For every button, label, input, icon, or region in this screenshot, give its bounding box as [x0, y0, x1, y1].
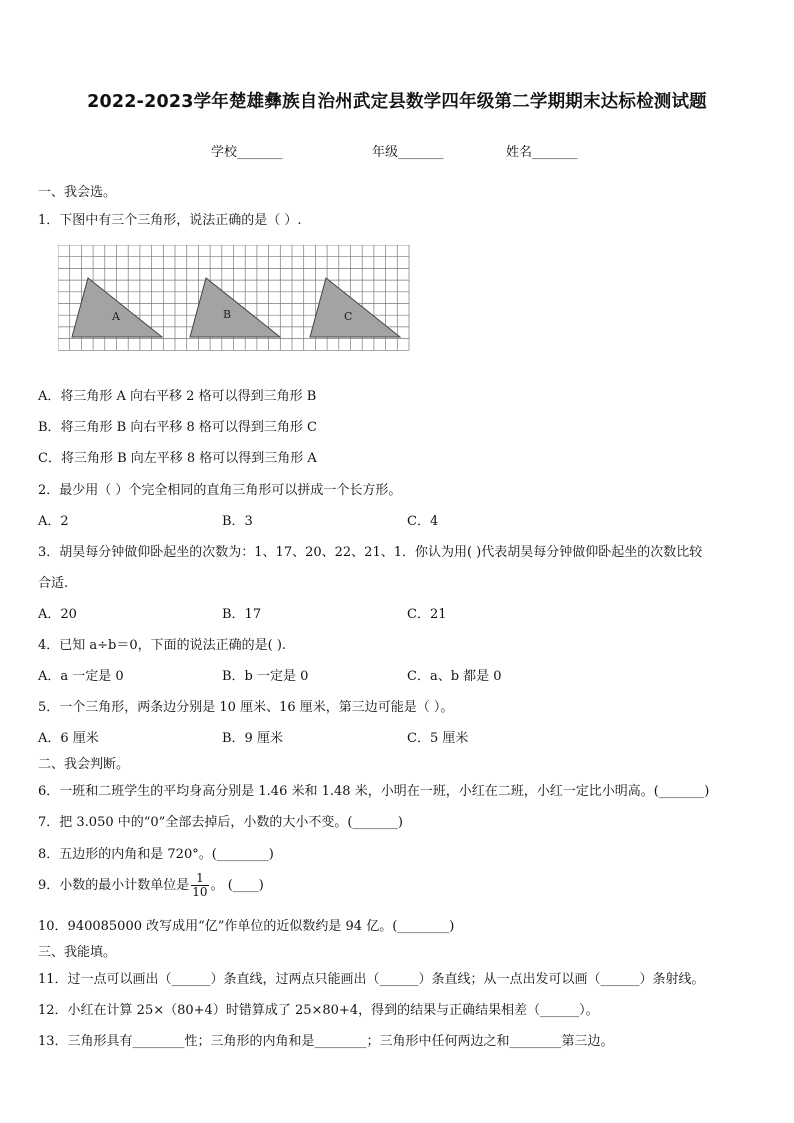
triangle-b	[190, 278, 280, 337]
fraction-numerator: 1	[191, 872, 208, 886]
question-12: 12．小红在计算 25×（80+4）时错算成了 25×80+4，得到的结果与正确结果相差（______）。	[38, 1003, 599, 1018]
question-9-text: 9．小数的最小计数单位是	[38, 878, 190, 893]
fraction-one-tenth	[191, 872, 208, 899]
question-3: 3．胡昊每分钟做仰卧起坐的次数为：1、17、20、22、21、1．你认为用( )代表胡昊每分钟做仰卧起坐的次数比较	[38, 545, 703, 560]
question-13: 13．三角形具有________性；三角形的内角和是________；三角形中任何两边之和________第三边。	[38, 1034, 614, 1049]
q3-option-a[interactable]: A．20	[38, 607, 77, 622]
question-4: 4．已知 a÷b＝0，下面的说法正确的是( ).	[38, 638, 287, 653]
question-2: 2．最少用（ ）个完全相同的直角三角形可以拼成一个长方形。	[38, 483, 402, 498]
question-6: 6．一班和二班学生的平均身高分别是 1.46 米和 1.48 米，小明在一班，小红在二班，小红一定比小明高。(_______)	[38, 784, 710, 799]
triangle-grid-figure	[58, 245, 410, 353]
question-11: 11．过一点可以画出（______）条直线，过两点只能画出（______）条直线；从一点出发可以画（______）条射线。	[38, 972, 705, 987]
q4-option-a[interactable]: A．a 一定是 0	[38, 669, 124, 684]
q4-option-c[interactable]: C．a、b 都是 0	[407, 669, 502, 684]
grade-field[interactable]: 年级_______	[372, 145, 444, 160]
q3-option-b[interactable]: B．17	[222, 607, 262, 622]
fraction-denominator: 10	[192, 885, 208, 899]
section-heading-judge: 二、我会判断。	[38, 757, 130, 772]
school-field[interactable]: 学校_______	[211, 145, 283, 160]
name-field[interactable]: 姓名_______	[506, 145, 578, 160]
triangle-label-c: C	[344, 310, 353, 323]
question-1: 1．下图中有三个三角形，说法正确的是（ ）.	[38, 213, 302, 228]
triangle-label-a: A	[112, 310, 120, 323]
q1-option-a[interactable]: A．将三角形 A 向右平移 2 格可以得到三角形 B	[38, 389, 317, 404]
q2-option-a[interactable]: A．2	[38, 514, 69, 529]
q1-option-c[interactable]: C．将三角形 B 向左平移 8 格可以得到三角形 A	[38, 451, 317, 466]
page-title: 2022-2023学年楚雄彝族自治州武定县数学四年级第二学期期末达标检测试题	[87, 92, 707, 112]
question-9	[38, 872, 264, 899]
q4-option-b[interactable]: B．b 一定是 0	[222, 669, 309, 684]
q5-option-a[interactable]: A．6 厘米	[38, 731, 99, 746]
triangle-c	[310, 278, 400, 337]
question-5: 5．一个三角形，两条边分别是 10 厘米、16 厘米，第三边可能是（ ）。	[38, 700, 454, 715]
q2-option-b[interactable]: B．3	[222, 514, 253, 529]
question-8: 8．五边形的内角和是 720°。(________)	[38, 847, 274, 862]
section-heading-choice: 一、我会选。	[38, 185, 117, 200]
question-10: 10．940085000 改写成用“亿”作单位的近似数约是 94 亿。(________)	[38, 919, 455, 934]
section-heading-fill: 三、我能填。	[38, 945, 117, 960]
q5-option-b[interactable]: B．9 厘米	[222, 731, 283, 746]
q5-option-c[interactable]: C．5 厘米	[407, 731, 469, 746]
triangle-a	[72, 278, 162, 337]
question-3-cont: 合适.	[38, 576, 69, 591]
question-9-blank: 。 (____)	[210, 878, 264, 893]
q2-option-c[interactable]: C．4	[407, 514, 439, 529]
triangle-label-b: B	[223, 308, 232, 321]
question-7: 7．把 3.050 中的“0”全部去掉后，小数的大小不变。(_______)	[38, 815, 403, 830]
q1-option-b[interactable]: B．将三角形 B 向右平移 8 格可以得到三角形 C	[38, 420, 317, 435]
q3-option-c[interactable]: C．21	[407, 607, 447, 622]
